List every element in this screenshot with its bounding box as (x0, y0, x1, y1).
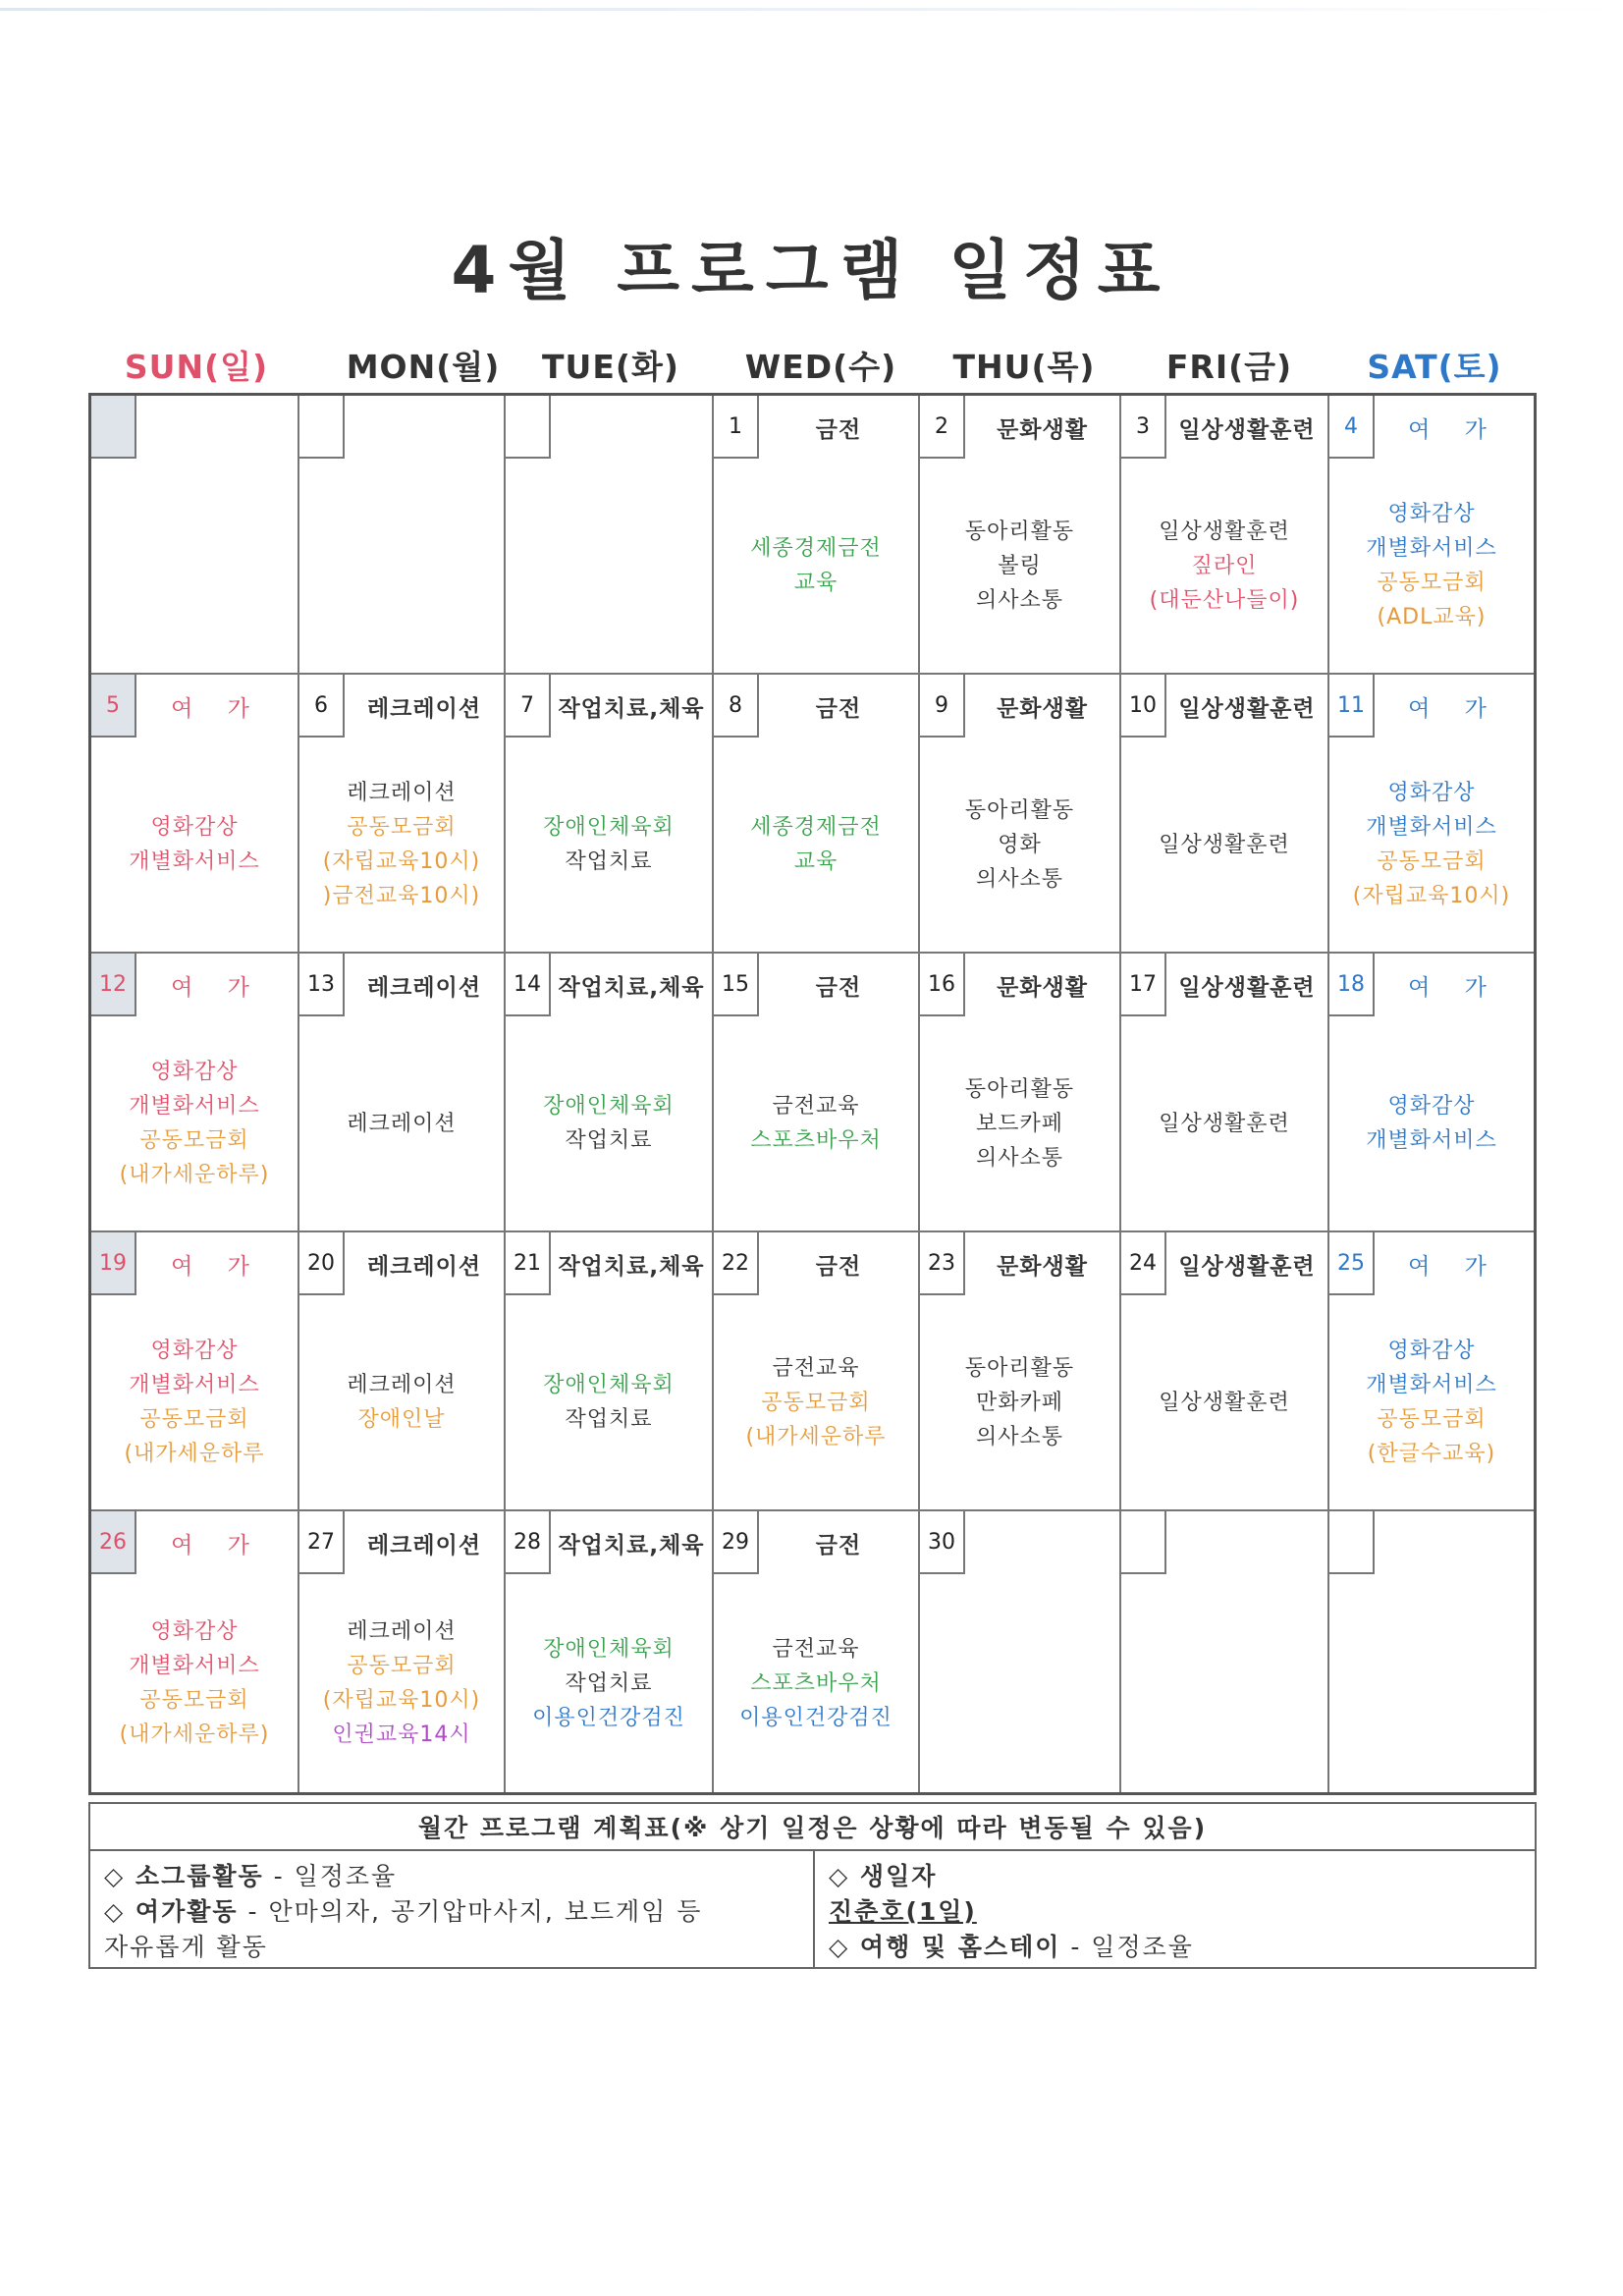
activity-line: (내가세운하루 (745, 1424, 887, 1449)
day-cell-18 (1329, 954, 1534, 1232)
day-number (506, 396, 551, 459)
day-activities (91, 738, 298, 952)
day-category: 작업치료,체육 (558, 1532, 705, 1558)
day-cell-21 (506, 1232, 714, 1511)
activity-line: 동아리활동 (964, 1355, 1075, 1381)
day-number: 1 (714, 396, 759, 459)
weekday-mon: MON(월) (346, 348, 501, 386)
day-cell-26 (91, 1511, 299, 1792)
activity-line: 세종경제금전 (750, 536, 882, 561)
day-cell-28 (506, 1511, 714, 1792)
day-number: 24 (1121, 1232, 1166, 1295)
activity-line: (자립교육10시) (322, 1688, 481, 1713)
activity-line: 개별화서비스 (129, 1654, 260, 1678)
activity-line: 개별화서비스 (1366, 1373, 1497, 1397)
day-category: 레크레이션 (366, 974, 482, 1001)
day-number (91, 396, 136, 459)
activity-line: 동아리활동 (964, 797, 1075, 823)
day-category: 레크레이션 (366, 1253, 482, 1280)
day-category: 여 가 (171, 974, 263, 1001)
empty-day-cell (506, 396, 714, 675)
day-category: 문화생활 (997, 695, 1088, 722)
empty-day-cell (1329, 1511, 1534, 1792)
day-cell-23 (920, 1232, 1121, 1511)
day-cell-10 (1121, 675, 1329, 954)
activity-line: 레크레이션 (347, 1373, 457, 1397)
day-activities (920, 738, 1119, 952)
activity-line: 교육 (793, 571, 839, 595)
activity-line: 의사소통 (975, 1145, 1063, 1171)
day-number (299, 396, 345, 459)
day-category: 일상생활훈련 (1178, 974, 1316, 1001)
day-activities (91, 1574, 298, 1792)
activity-line: 동아리활동 (964, 519, 1075, 544)
day-number: 6 (299, 675, 345, 738)
day-number: 19 (91, 1232, 136, 1295)
day-cell-3 (1121, 396, 1329, 675)
day-category: 작업치료,체육 (558, 1253, 705, 1280)
day-activities (1121, 1016, 1327, 1230)
activity-line: (ADL교육) (1377, 605, 1487, 629)
day-category: 레크레이션 (366, 1532, 482, 1558)
activity-line: 의사소통 (975, 1424, 1063, 1449)
day-activities (920, 1295, 1119, 1509)
day-cell-17 (1121, 954, 1329, 1232)
day-number: 17 (1121, 954, 1166, 1016)
activity-line: 영화 (998, 832, 1042, 857)
page-title: 4월 프로그램 일정표 (451, 233, 1172, 308)
day-activities (714, 1295, 918, 1509)
activity-line: 공동모금회 (1377, 1407, 1487, 1432)
activity-line: 개별화서비스 (1366, 815, 1497, 840)
day-number: 3 (1121, 396, 1166, 459)
birthday-heading: ◇ 생일자 (829, 1862, 938, 1890)
activity-line: 일상생활훈련 (1159, 1390, 1290, 1415)
activity-line: (대둔산나들이) (1149, 587, 1300, 613)
day-activities (506, 738, 712, 952)
day-activities (1121, 1295, 1327, 1509)
day-cell-16 (920, 954, 1121, 1232)
birthday-person: 진춘호(1일) (829, 1897, 977, 1926)
day-number: 26 (91, 1511, 136, 1574)
day-category: 문화생활 (997, 1253, 1088, 1280)
day-number (1329, 1511, 1375, 1574)
activity-line: 개별화서비스 (1366, 1128, 1497, 1153)
day-cell-5 (91, 675, 299, 954)
day-category: 금전 (815, 1253, 862, 1280)
day-category: 여 가 (1408, 974, 1500, 1001)
activity-line: 장애인체육회 (543, 815, 675, 840)
small-group-note: ◇ 소그룹활동 - 일정조율 (104, 1862, 398, 1890)
activity-line: 공동모금회 (139, 1128, 249, 1153)
day-number: 11 (1329, 675, 1375, 738)
day-cell-24 (1121, 1232, 1329, 1511)
monthly-plan-box (88, 1802, 1537, 1969)
activity-line: 영화감상 (150, 1339, 239, 1363)
activity-line: (내가세운하루 (124, 1442, 265, 1466)
activity-notes (104, 1859, 811, 1965)
day-number: 13 (299, 954, 345, 1016)
day-category: 레크레이션 (366, 695, 482, 722)
day-activities (506, 1295, 712, 1509)
day-number: 20 (299, 1232, 345, 1295)
day-number: 25 (1329, 1232, 1375, 1295)
activity-line: 금전교육 (772, 1355, 860, 1381)
day-activities (506, 1574, 712, 1792)
activity-line: 일상생활훈련 (1159, 1111, 1290, 1136)
calendar-grid (88, 393, 1537, 1795)
weekday-wed: WED(수) (744, 348, 897, 386)
day-activities (920, 459, 1119, 673)
activity-line: 공동모금회 (761, 1390, 871, 1415)
activity-line: 동아리활동 (964, 1076, 1075, 1102)
day-activities (714, 738, 918, 952)
leisure-note: ◇ 여가활동 - 안마의자, 공기압마사지, 보드게임 등 (104, 1897, 703, 1926)
day-activities (299, 1016, 504, 1230)
day-number: 8 (714, 675, 759, 738)
day-cell-8 (714, 675, 920, 954)
activity-line: 공동모금회 (139, 1688, 249, 1713)
day-category: 여 가 (1408, 416, 1500, 443)
day-cell-7 (506, 675, 714, 954)
day-activities (1329, 459, 1534, 673)
empty-day-cell (299, 396, 506, 675)
activity-line: 공동모금회 (1377, 571, 1487, 595)
activity-line: 의사소통 (975, 866, 1063, 892)
activity-line: (내가세운하루) (119, 1163, 270, 1187)
activity-line: 스포츠바우처 (750, 1670, 882, 1696)
day-category: 문화생활 (997, 974, 1088, 1001)
day-activities (714, 1016, 918, 1230)
day-number: 18 (1329, 954, 1375, 1016)
activity-line: 레크레이션 (347, 781, 457, 805)
day-number: 12 (91, 954, 136, 1016)
activity-line: 스포츠바우처 (750, 1128, 882, 1153)
day-category: 작업치료,체육 (558, 695, 705, 722)
day-number: 27 (299, 1511, 345, 1574)
activity-line: 금전교육 (772, 1094, 860, 1119)
day-cell-30 (920, 1511, 1121, 1792)
activity-line: 짚라인 (1191, 553, 1258, 578)
activity-line: 개별화서비스 (129, 849, 260, 874)
day-activities (714, 459, 918, 673)
day-cell-13 (299, 954, 506, 1232)
activity-line: 영화감상 (150, 1619, 239, 1644)
activity-line: 장애인날 (357, 1407, 446, 1432)
activity-line: 보드카페 (975, 1111, 1063, 1136)
day-category: 금전 (815, 1532, 862, 1558)
monthly-plan-title: 월간 프로그램 계획표(※ 상기 일정은 상황에 따라 변동될 수 있음) (90, 1804, 1535, 1851)
day-category: 여 가 (171, 1532, 263, 1558)
day-category: 일상생활훈련 (1178, 695, 1316, 722)
activity-line: 장애인체육회 (543, 1373, 675, 1397)
day-category: 작업치료,체육 (558, 974, 705, 1001)
activity-line: 레크레이션 (347, 1619, 457, 1644)
activity-line: 영화감상 (1387, 1094, 1476, 1119)
activity-line: (자립교육10시) (322, 849, 481, 874)
activity-line: 인권교육14시 (332, 1722, 471, 1747)
weekday-tue: TUE(화) (542, 348, 679, 386)
day-cell-25 (1329, 1232, 1534, 1511)
activity-line: 의사소통 (975, 587, 1063, 613)
activity-line: 일상생활훈련 (1159, 832, 1290, 857)
day-number: 14 (506, 954, 551, 1016)
activity-line: 작업치료 (565, 849, 653, 874)
day-category: 금전 (815, 974, 862, 1001)
scan-edge-line (0, 8, 1623, 11)
activity-line: 만화카페 (975, 1390, 1063, 1415)
activity-line: 장애인체육회 (543, 1094, 675, 1119)
day-activities (299, 1295, 504, 1509)
activity-line: 공동모금회 (139, 1407, 249, 1432)
weekday-thu: THU(목) (952, 348, 1096, 386)
day-number: 10 (1121, 675, 1166, 738)
day-category: 여 가 (171, 1253, 263, 1280)
activity-line: (자립교육10시) (1352, 884, 1511, 908)
activity-line: 영화감상 (150, 815, 239, 840)
activity-line: )금전교육10시) (322, 884, 481, 908)
day-number: 28 (506, 1511, 551, 1574)
day-number: 5 (91, 675, 136, 738)
activity-line: 개별화서비스 (129, 1373, 260, 1397)
day-number (1121, 1511, 1166, 1574)
footer-divider (813, 1849, 815, 1967)
activity-line: 금전교육 (772, 1636, 860, 1662)
activity-line: 작업치료 (565, 1670, 653, 1696)
day-cell-15 (714, 954, 920, 1232)
day-category: 여 가 (171, 695, 263, 722)
weekday-fri: FRI(금) (1165, 348, 1293, 386)
day-number: 4 (1329, 396, 1375, 459)
day-number: 9 (920, 675, 965, 738)
day-activities (1121, 738, 1327, 952)
leisure-note-cont: 자유롭게 활동 (104, 1933, 268, 1961)
empty-day-cell (91, 396, 299, 675)
day-activities (1329, 1016, 1534, 1230)
day-activities (1121, 459, 1327, 673)
activity-line: 공동모금회 (347, 815, 457, 840)
day-category: 금전 (815, 416, 862, 443)
travel-note: ◇ 여행 및 홈스테이 - 일정조율 (829, 1933, 1194, 1961)
day-activities (91, 1295, 298, 1509)
day-activities (920, 1016, 1119, 1230)
empty-day-cell (1121, 1511, 1329, 1792)
day-category: 일상생활훈련 (1178, 416, 1316, 443)
activity-line: 영화감상 (150, 1060, 239, 1084)
activity-line: 레크레이션 (347, 1111, 457, 1136)
day-category: 일상생활훈련 (1178, 1253, 1316, 1280)
activity-line: (한글수교육) (1367, 1442, 1496, 1466)
day-cell-29 (714, 1511, 920, 1792)
activity-line: (내가세운하루) (119, 1722, 270, 1747)
day-number: 21 (506, 1232, 551, 1295)
day-cell-9 (920, 675, 1121, 954)
day-activities (299, 738, 504, 952)
day-category: 여 가 (1408, 1253, 1500, 1280)
day-number: 15 (714, 954, 759, 1016)
day-cell-22 (714, 1232, 920, 1511)
day-cell-1 (714, 396, 920, 675)
day-activities (506, 1016, 712, 1230)
activity-line: 영화감상 (1387, 502, 1476, 526)
day-number: 29 (714, 1511, 759, 1574)
day-number: 23 (920, 1232, 965, 1295)
day-number: 30 (920, 1511, 965, 1574)
activity-line: 개별화서비스 (1366, 536, 1497, 561)
day-number: 22 (714, 1232, 759, 1295)
activity-line: 영화감상 (1387, 781, 1476, 805)
day-activities (714, 1574, 918, 1792)
activity-line: 교육 (793, 849, 839, 874)
day-cell-6 (299, 675, 506, 954)
birthday-travel-notes (829, 1859, 1516, 1965)
day-category: 여 가 (1408, 695, 1500, 722)
activity-line: 일상생활훈련 (1159, 519, 1290, 544)
day-activities (1329, 1295, 1534, 1509)
activity-line: 세종경제금전 (750, 815, 882, 840)
day-cell-14 (506, 954, 714, 1232)
day-category: 문화생활 (997, 416, 1088, 443)
day-cell-20 (299, 1232, 506, 1511)
day-number: 2 (920, 396, 965, 459)
day-cell-27 (299, 1511, 506, 1792)
weekday-sun: SUN(일) (124, 348, 269, 386)
day-activities (1329, 738, 1534, 952)
day-category: 금전 (815, 695, 862, 722)
day-activities (299, 1574, 504, 1792)
day-number: 16 (920, 954, 965, 1016)
activity-line: 작업치료 (565, 1407, 653, 1432)
weekday-sat: SAT(토) (1367, 348, 1502, 386)
activity-line: 공동모금회 (1377, 849, 1487, 874)
activity-line: 작업치료 (565, 1128, 653, 1153)
activity-line: 이용인건강검진 (739, 1705, 893, 1730)
day-cell-19 (91, 1232, 299, 1511)
day-cell-2 (920, 396, 1121, 675)
day-number: 7 (506, 675, 551, 738)
day-cell-11 (1329, 675, 1534, 954)
activity-line: 개별화서비스 (129, 1094, 260, 1119)
activity-line: 공동모금회 (347, 1654, 457, 1678)
day-activities (91, 1016, 298, 1230)
activity-line: 장애인체육회 (543, 1636, 675, 1662)
day-cell-12 (91, 954, 299, 1232)
activity-line: 볼링 (998, 553, 1042, 578)
activity-line: 영화감상 (1387, 1339, 1476, 1363)
day-cell-4 (1329, 396, 1534, 675)
activity-line: 이용인건강검진 (532, 1705, 685, 1730)
